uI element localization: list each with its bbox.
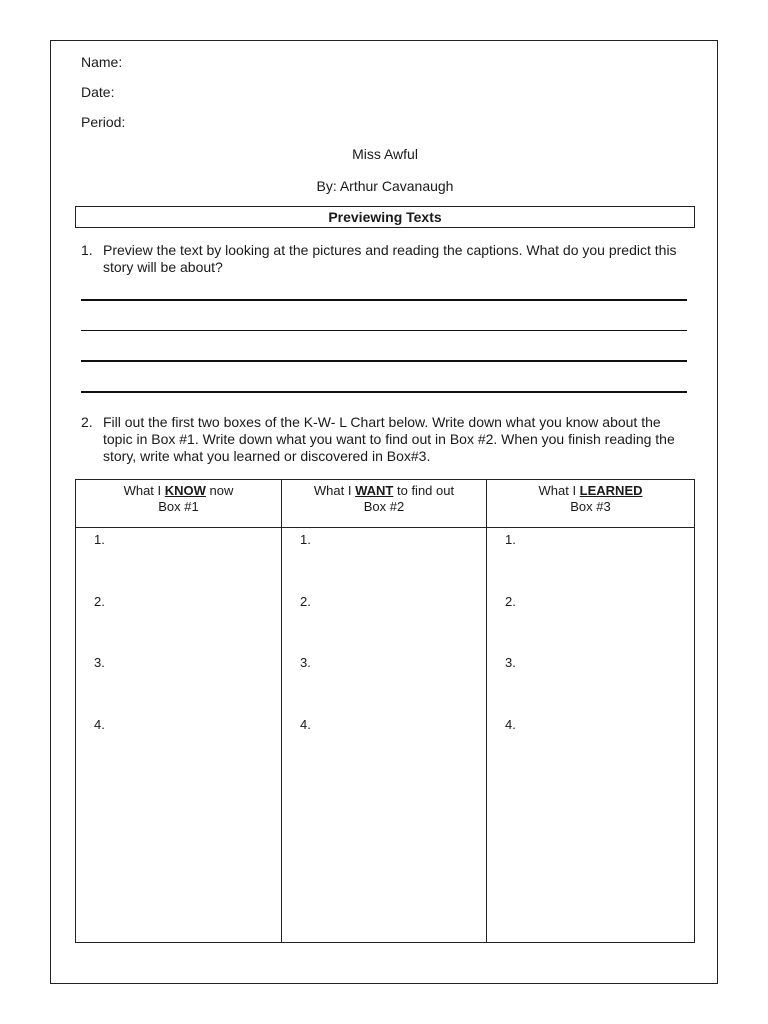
name-label: Name: [81, 54, 123, 70]
want-item: 3. [300, 655, 311, 670]
kwl-header-learned: What I LEARNED Box #3 [487, 480, 694, 528]
want-item: 2. [300, 594, 311, 609]
know-item: 1. [94, 532, 105, 547]
learned-keyword: LEARNED [579, 483, 643, 498]
story-byline: By: Arthur Cavanaugh [316, 178, 454, 194]
question-1-text: Preview the text by looking at the pictures and reading the captions. What do you predict this story will be about? [103, 242, 677, 275]
question-1 [81, 242, 693, 276]
answer-line-3[interactable] [81, 360, 687, 362]
question-2-number: 2. [81, 414, 93, 430]
know-item: 3. [94, 655, 105, 670]
box-3-label: Box #3 [570, 499, 611, 514]
kwl-column-learned[interactable] [486, 480, 694, 942]
box-1-label: Box #1 [158, 499, 199, 514]
period-label: Period: [81, 114, 126, 130]
kwl-header-want: What I WANT to find out Box #2 [282, 480, 486, 528]
question-1-number: 1. [81, 242, 93, 258]
want-item: 4. [300, 717, 311, 732]
kwl-header-know: What I KNOW now Box #1 [76, 480, 281, 528]
want-keyword: WANT [355, 483, 394, 498]
answer-line-2[interactable] [81, 330, 687, 331]
answer-line-4[interactable] [81, 391, 687, 393]
learned-item: 2. [505, 594, 516, 609]
kwl-column-know[interactable] [76, 480, 281, 942]
question-2 [81, 414, 693, 465]
learned-item: 1. [505, 532, 516, 547]
question-2-text: Fill out the first two boxes of the K-W- L Chart below. Write down what you know about the topic in Box #1. Write down what you want to find out in Box #2. When you finish reading the story, write what you learned or discovered in Box#3. [103, 414, 675, 464]
kwl-column-want[interactable] [281, 480, 486, 942]
know-item: 2. [94, 594, 105, 609]
kwl-chart [75, 479, 695, 943]
want-item: 1. [300, 532, 311, 547]
section-title: Previewing Texts [75, 206, 695, 228]
learned-item: 4. [505, 717, 516, 732]
story-title: Miss Awful [352, 146, 418, 162]
answer-line-1[interactable] [81, 299, 687, 301]
box-2-label: Box #2 [363, 499, 405, 514]
date-label: Date: [81, 84, 115, 100]
learned-item: 3. [505, 655, 516, 670]
know-keyword: KNOW [164, 483, 206, 498]
worksheet-page [50, 40, 718, 984]
know-item: 4. [94, 717, 105, 732]
